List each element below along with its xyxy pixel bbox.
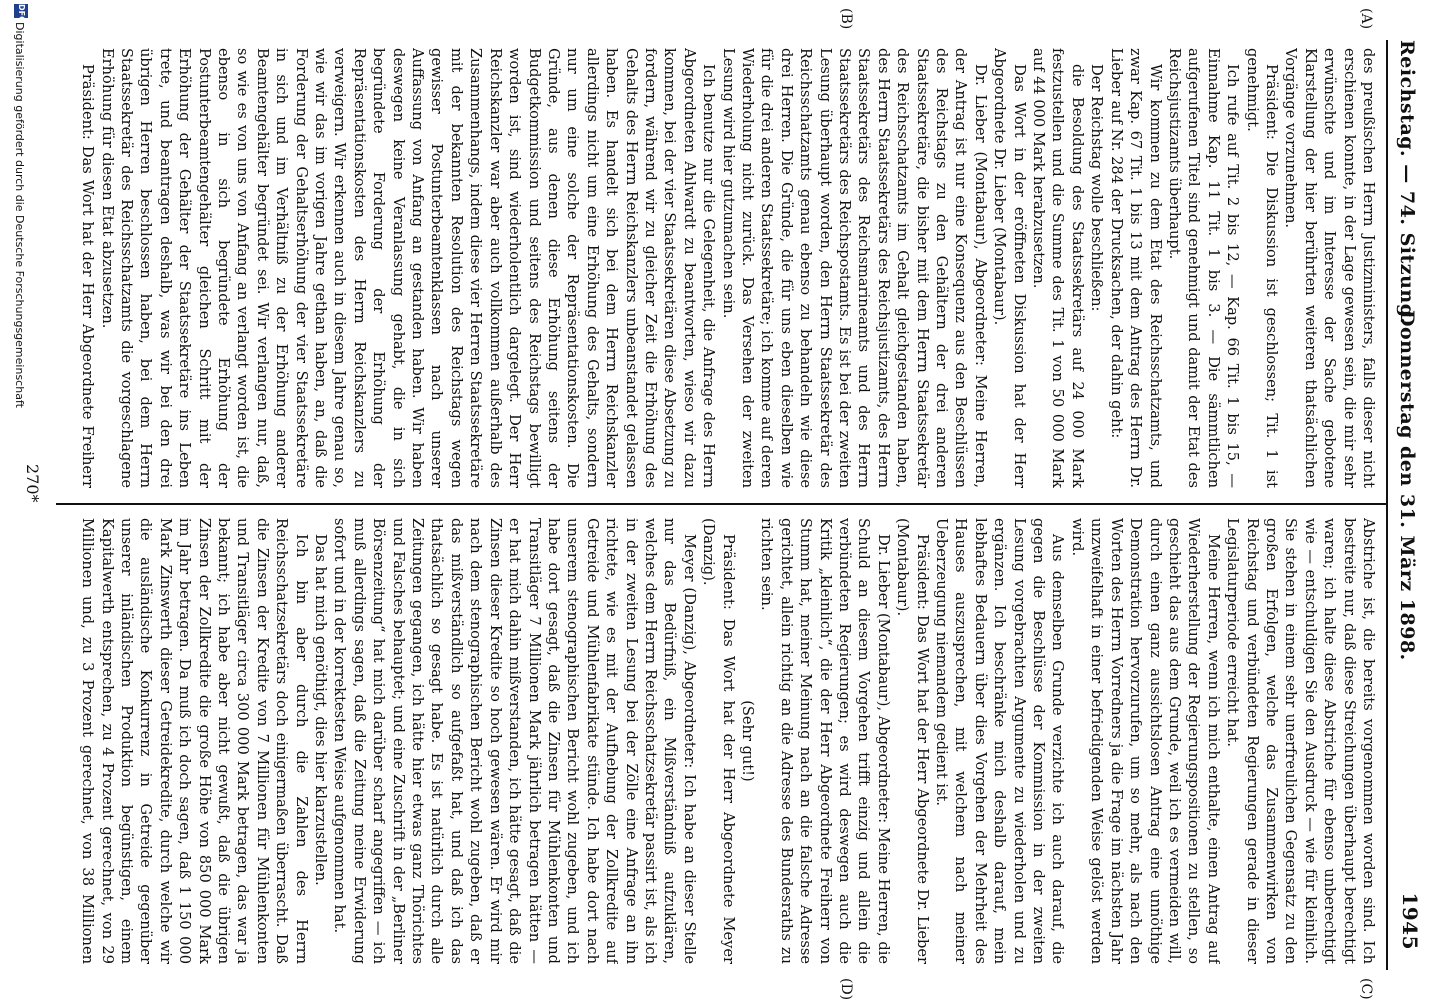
paragraph: Ich bin aber durch die Zahlen des Herrn Reichsschatzsekretärs doch einigermaßen überrascht. Daß die Zinsen der Kredite von 7 Millionen für Mühlenkonten und Transitläger circa 300 000 Mark betragen, das war ja bekannt; ich habe aber nicht gewußt, daß die übrigen Zinsen der Zollkredite die große Höhe von 850 000 Mark im Jahr betragen. Da muß ich doch sagen, daß 1 150 000 Mark Zinswerth dieser Getreidekredite, durch welche wir die ausländische Konkurrenz in Getreide gegenüber unserer inländischen Produktion begünstigen, einem Kapitalwerth entsprechen, zu 4 Prozent gerechnet, von 29 Millionen und, zu 3 Prozent gerechnet, von 38 Millionen <box>79 518 310 964</box>
margin-marker-b: (B) <box>838 8 854 30</box>
paragraph: Präsident: Das Wort hat der Herr Abgeordnete Freiherr <box>79 64 97 488</box>
paragraph: Meine Herren, wenn ich mich enthalte, einen Antrag auf Wiederherstellung der Regierungspositionen zu stellen, so geschieht das aus dem Grunde, weil ich es vermeiden will, durch einen ganz aussichtslosen Antrag eine unnöthige Demonstration hervorzurufen, um so mehr, als nach den Worten des Herrn Vorredners ja die Frage im nächsten Jahr unzweifelhaft in einer befriedigenden Weise gelöst werden wird. <box>1068 518 1222 964</box>
header-date: Donnerstag den 31. März 1898. <box>1396 310 1418 661</box>
paragraph: Meyer (Danzig), Abgeordneter: Ich habe an dieser Stelle nur das Bedürfniß, ein Mißverständniß aufzuklären, welches dem Herrn Reichsschatzsekretär passirt ist, als ich in der zweiten Lesung bei der Zölle eine Anfrage an ihn richtete, wie es mit der Aufhebung der Zollkredite auf Getreide und Mühlenfabrikate stünde. Ich habe dort nach unserem stenographischen Bericht wohl zugeben, und ich habe dort gesagt, daß die Zinsen für Mühlenkonten und Transitläger 7 Millionen Mark jährlich betragen hätten — er hat mich dahin mißverstanden, ich hätte gesagt, daß die Zinsen dieser Kredite so hoch gewesen wären. Er wird mir nach dem stenographischen Bericht wohl zugeben, daß er das mißverständlich so aufgefaßt hat, und daß ich das thatsächlich so gesagt habe. Es ist natürlich durch alle Zeitungen gegangen, ich hätte hier etwas ganz Thörichtes und Falsches behauptet; und eine Zuschrift in der „Berliner Börsenzeitung“ hat mich darüber scharf angegriffen — ich muß allerdings sagen, daß die Zeitung meine Erwiderung sofort und in der korrektesten Weise aufgenommen hat. <box>331 518 698 964</box>
paragraph: des preußischen Herrn Justizministers, falls dieser nicht erschienen konnte, in der Lage gewesen sein, die mir sehr erwünschte und im Interesse der Sache gebotene Klarstellung der hier berührten weiteren thatsächlichen Vorgänge vorzunehmen. <box>1282 48 1377 488</box>
right-column <box>78 518 1378 964</box>
paragraph: Der Reichstag wolle beschließen: <box>1088 64 1106 312</box>
paragraph: Abstriche ist, die bereits vorgenommen worden sind. Ich bestreite nur, daß diese Streichungen überhaupt berechtigt waren; ich halte diese Abstriche für ebenso unberechtigt wie — entschuldigen Sie den Ausdruck — wie für kleinlich. Sie stehen in einem sehr unerfreulichen Gegensatz zu den großen Erfolgen, welche das Zusammenwirken von Reichstag und verbündeten Regierungen gerade in dieser Legislaturperiode erreicht hat. <box>1224 518 1377 964</box>
page-header <box>1392 40 1432 990</box>
header-rule <box>1386 40 1388 970</box>
margin-marker-a: (A) <box>1358 8 1374 30</box>
paragraph: Wir kommen zu dem Etat des Reichsschatzamts, und zwar Kap. 67 Tit. 1 bis 13 mit dem Antrag des Herrn Dr. Lieber auf Nr. 284 der Drucksachen, der dahin geht: <box>1107 48 1164 488</box>
interjection: (Sehr gut!) <box>739 700 756 782</box>
credit-text: Digitalisierung gefördert durch die Deutsche Forschungsgemeinschaft <box>13 22 26 408</box>
header-page-number: 1945 <box>1398 892 1422 950</box>
left-column <box>78 48 1378 488</box>
margin-marker-d: (D) <box>838 978 854 1000</box>
margin-marker-c: (C) <box>1358 978 1374 1000</box>
paragraph: Präsident: Das Wort hat der Herr Abgeordnete Dr. Lieber (Montabaur). <box>894 518 931 964</box>
paragraph: Dr. Lieber (Montabaur), Abgeordneter: Meine Herren, die Schuld an diesem Vorgehen trifft einzig und allein die verbündeten Regierungen; es wird deswegen auch die Kritik „kleinlich“, die der Herr Abgeordnete Freiherr von Stumm hat, meiner Meinung nach an die falsche Adresse gerichtet, allein richtig an die Adresse des Bundesraths zu richten sein. <box>758 518 892 964</box>
header-session-title: Reichstag. — 74. Sitzung. <box>1396 40 1418 325</box>
paragraph: Das hat mich genöthigt, dies hier klarzustellen. <box>312 534 330 886</box>
paragraph: Ich rufe auf Tit. 2 bis 12, — Kap. 66 Tit. 1 bis 15, — Einnahme Kap. 11 Tit. 1 bis 3. — Die sämmtlichen aufgerufenen Titel sind genehmigt und damit der Etat des Reichsjustizamts überhaupt. <box>1165 48 1242 488</box>
column-divider <box>56 503 1386 505</box>
digitization-credit <box>4 0 34 1000</box>
sheet-number: 270* <box>23 464 42 503</box>
paragraph: Dr. Lieber (Montabaur), Abgeordneter: Meine Herren, der Antrag ist nur eine Konsequenz aus den Beschlüssen des Reichstags zu den Gehältern der drei anderen Staatssekretäre, die bisher mit dem Herrn Staatssekretär des Reichsschatzamts im Gehalt gleichgestanden haben, des Herrn Staatssekretärs des Reichsjustizamts, des Herrn Staatssekretärs des Reichsmarineamts und des Herrn Staatssekretärs des Reichspostamts. Es ist bei der zweiten Lesung überhaupt worden, den Herrn Staatssekretär des Reichsschatzamts genau ebenso zu behandeln wie diese drei Herren. Die Gründe, die für uns eben dieselben wie für die drei anderen Staatssekretäre; ich komme auf deren Wiederholung nicht zurück. Das Versehen der zweiten Lesung wird hier gutzumachen sein. <box>719 48 989 488</box>
paragraph: Präsident: Das Wort hat der Herr Abgeordnete Meyer (Danzig). <box>700 518 737 964</box>
paragraph: Präsident: Die Diskussion ist geschlossen; Tit. 1 ist genehmigt. <box>1243 48 1280 488</box>
paragraph: Das Wort in der eröffneten Diskussion hat der Herr Abgeordnete Dr. Lieber (Montabaur). <box>991 48 1028 488</box>
paragraph: die Besoldung des Staatssekretärs auf 24 000 Mark festzustellen und die Summe des Tit. 1 von 50 000 Mark auf 44 000 Mark herabzusetzen. <box>1030 48 1086 488</box>
paragraph: Aus demselben Grunde verzichte ich auch darauf, die gegen die Beschlüsse der Kommission in der zweiten Lesung vorgebrachten Argumente zu wiederholen und zu ergänzen. Ich beschränke mich deshalb darauf, mein lebhaftes Bedauern über dies Vorgehen der Mehrheit des Hauses auszusprechen, mit welchem nach meiner Ueberzeugung niemandem gedient ist. <box>933 518 1067 964</box>
paragraph: Ich benutze nur die Gelegenheit, die Anfrage des Herrn Abgeordneten Ahlwardt zu beantworten, wieso wir dazu kommen, bei der vier Staatssekretären diese Absetzung zu fordern, während wir zu gleicher Zeit die Erhöhung des Gehalts des Herrn Reichskanzlers unbeanstandet gelassen haben. Es handelt sich bei dem Herrn Reichskanzler allerdings nicht um eine Erhöhung des Gehalts, sondern nur um eine solche der Repräsentationskosten. Die Gründe, aus denen diese Erhöhung seitens der Budgetkommission und seitens des Reichstags bewilligt worden ist, sind wiederholentlich dargelegt. Der Herr Reichskanzler war aber auch vollkommen außerhalb des Zusammenhangs, indem diese vier Herren Staatssekretäre mit der bekannten Resolution des Reichstags wegen gewisser Postunterbeamtenklassen nach unserer Auffassung von Anfang an gestanden haben. Wir haben deswegen keine Veranlassung gehabt, die in sich begründete Forderung der Erhöhung der Repräsentationskosten des Herrn Reichskanzlers zu verweigern. Wir erkennen auch in diesem Jahre genau so, wie wir das im vorigen Jahre gethan haben, an, daß die Forderung der Gehaltserhöhung der vier Staatssekretäre in sich und im Verhältniß zu der Erhöhung anderer Beamtengehälter begründet sei. Wir verlangen nur, daß, so wie es von uns von Anfang an verlangt worden ist, die ebenso in sich begründete Erhöhung der Postunterbeamtengehälter gleichen Schritt mit der Erhöhung der Gehälter der Staatssekretäre ins Leben trete, und beantragen deshalb, was wir bei den drei übrigen Herren beschlossen haben, bei dem Herrn Staatssekretär des Reichsschatzamts die vorgeschlagene Erhöhung für diesen Etat abzusetzen. <box>98 48 718 488</box>
dfg-logo-icon: DFG <box>14 4 28 18</box>
